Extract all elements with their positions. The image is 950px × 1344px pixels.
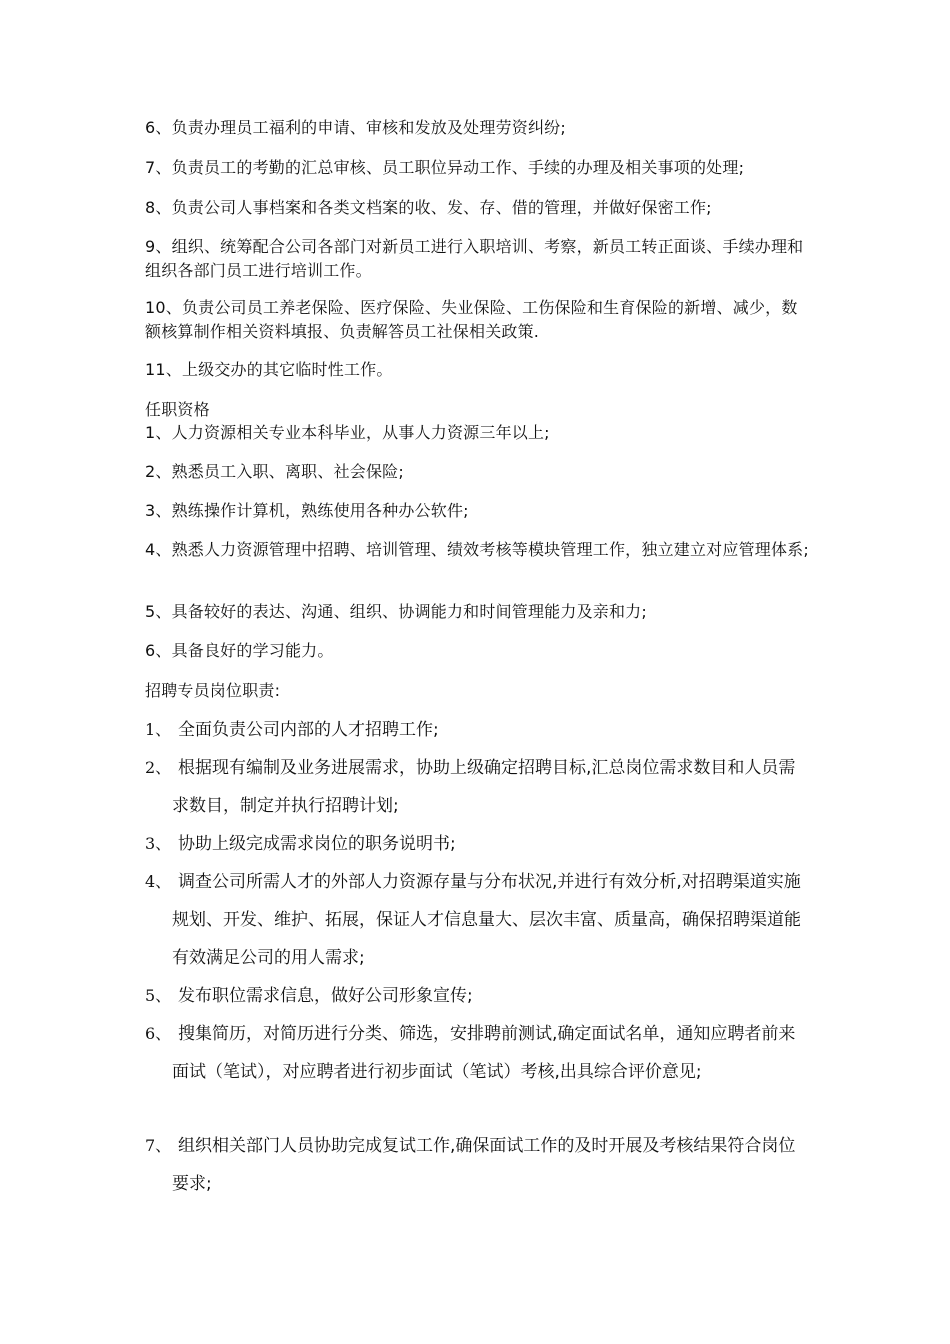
recruiter-duty-7 xyxy=(145,1127,805,1203)
duty-item-11: 11、上级交办的其它临时性工作。 xyxy=(145,360,393,379)
list-text: 发布职位需求信息，做好公司形象宣传; xyxy=(178,986,473,1006)
list-number: 2、 xyxy=(145,758,172,777)
list-text: 调查公司所需人才的外部人力资源存量与分布状况,并进行有效分析,对招聘渠道实施规划、开发、维护、拓展，保证人才信息量大、层次丰富、质量高，确保招聘渠道能有效满足公司的用人需求; xyxy=(172,872,801,968)
duty-item-9: 9、组织、统筹配合公司各部门对新员工进行入职培训、考察，新员工转正面谈、手续办理和组织各部门员工进行培训工作。 xyxy=(145,237,804,280)
recruiter-duty-3 xyxy=(145,825,805,863)
list-number: 5、 xyxy=(145,986,172,1005)
recruiter-duty-2 xyxy=(145,749,805,825)
recruiter-duty-1 xyxy=(145,711,805,749)
list-number: 1、 xyxy=(145,720,172,739)
duty-item-10: 10、负责公司员工养老保险、医疗保险、失业保险、工伤保险和生育保险的新增、减少，数额核算制作相关资料填报、负责解答员工社保相关政策. xyxy=(145,298,798,341)
qualifications-heading: 任职资格 xyxy=(145,400,210,419)
recruiter-heading: 招聘专员岗位职责: xyxy=(145,681,281,700)
list-text: 协助上级完成需求岗位的职务说明书; xyxy=(178,834,456,854)
recruiter-duty-4 xyxy=(145,863,805,977)
list-text: 全面负责公司内部的人才招聘工作; xyxy=(178,720,439,740)
list-number: 7、 xyxy=(145,1136,172,1155)
list-number: 3、 xyxy=(145,834,172,853)
list-text: 根据现有编制及业务进展需求，协助上级确定招聘目标,汇总岗位需求数目和人员需求数目，制定并执行招聘计划; xyxy=(172,758,796,816)
qualification-item-1: 1、人力资源相关专业本科毕业，从事人力资源三年以上; xyxy=(145,423,550,442)
qualification-item-2: 2、熟悉员工入职、离职、社会保险; xyxy=(145,462,404,481)
duty-item-8: 8、负责公司人事档案和各类文档案的收、发、存、借的管理，并做好保密工作; xyxy=(145,198,712,217)
qualification-item-5: 5、具备较好的表达、沟通、组织、协调能力和时间管理能力及亲和力; xyxy=(145,602,647,621)
duty-item-6: 6、负责办理员工福利的申请、审核和发放及处理劳资纠纷; xyxy=(145,118,566,137)
duty-item-7: 7、负责员工的考勤的汇总审核、员工职位异动工作、手续的办理及相关事项的处理; xyxy=(145,158,745,177)
list-number: 6、 xyxy=(145,1024,172,1043)
list-number: 4、 xyxy=(145,872,172,891)
list-text: 组织相关部门人员协助完成复试工作,确保面试工作的及时开展及考核结果符合岗位要求; xyxy=(172,1136,796,1194)
recruiter-duty-5 xyxy=(145,977,805,1015)
list-text: 搜集简历，对简历进行分类、筛选，安排聘前测试,确定面试名单，通知应聘者前来面试（笔试），对应聘者进行初步面试（笔试）考核,出具综合评价意见; xyxy=(172,1024,796,1082)
qualification-item-4: 4、熟悉人力资源管理中招聘、培训管理、绩效考核等模块管理工作，独立建立对应管理体系; xyxy=(145,540,809,559)
recruiter-duty-6 xyxy=(145,1015,805,1091)
qualification-item-6: 6、具备良好的学习能力。 xyxy=(145,641,334,660)
qualification-item-3: 3、熟练操作计算机，熟练使用各种办公软件; xyxy=(145,501,469,520)
